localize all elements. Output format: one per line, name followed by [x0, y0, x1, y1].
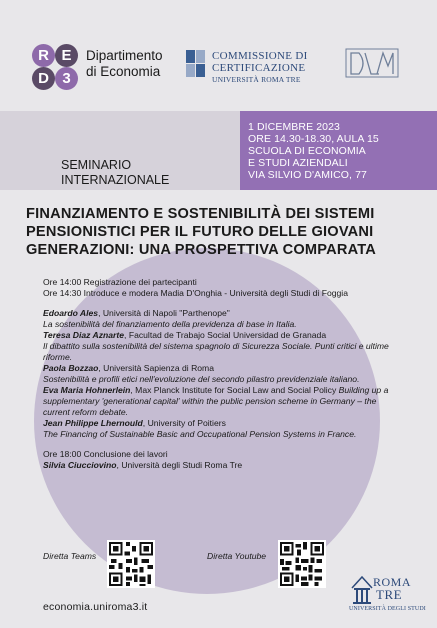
event-venue: SCUOLA DI ECONOMIA: [248, 145, 366, 157]
speaker-name: Jean Philippe Lhernould: [43, 418, 143, 428]
university-subtitle: UNIVERSITÀ DEGLI STUDI: [349, 606, 426, 612]
speaker-name: Eva Maria Hohnerlein: [43, 385, 131, 395]
program-closing: Ore 18:00 Conclusione dei lavori: [43, 449, 168, 459]
commission-name: [212, 50, 308, 86]
speaker-entry: [43, 363, 393, 374]
speaker-entry: [43, 308, 393, 319]
speaker-affiliation: , Università di Napoli "Parthenope": [98, 308, 230, 318]
event-details: [248, 121, 379, 181]
title-line: FINANZIAMENTO E SOSTENIBILITÀ DEI SISTEMI: [26, 206, 375, 222]
closing-speaker: [43, 460, 393, 471]
commission-line: CERTIFICAZIONE: [212, 62, 306, 74]
event-time-room: ORE 14.30-18.30, AULA 15: [248, 133, 379, 145]
speaker-affiliation: , Università degli Studi Roma Tre: [116, 460, 243, 470]
speaker-entry: [43, 330, 393, 341]
speaker-name: Teresa Diaz Aznarte: [43, 330, 125, 340]
speaker-affiliation: , Università Sapienza di Roma: [98, 363, 214, 373]
speaker-entry: [43, 385, 393, 418]
commission-line: UNIVERSITÀ ROMA TRE: [212, 75, 301, 84]
event-venue: E STUDI AZIENDALI: [248, 157, 348, 169]
youtube-label: Diretta Youtube: [207, 551, 267, 561]
program-introduction: Ore 14:30 Introduce e modera Madia D'Onghia - Università degli Studi di Foggia: [43, 288, 348, 298]
commission-logo-icon: [186, 50, 206, 78]
red3-logo: [32, 44, 78, 90]
speaker-entry: [43, 418, 393, 429]
event-address: VIA SILVIO D'AMICO, 77: [248, 169, 367, 181]
youtube-qr-code[interactable]: [278, 540, 326, 588]
speaker-name: Paola Bozzao: [43, 363, 99, 373]
logo-letter: D: [32, 67, 55, 90]
seminar-label: [61, 158, 169, 188]
commission-line: COMMISSIONE DI: [212, 50, 308, 62]
program: [43, 277, 393, 471]
speaker-name: Silvia Ciucciovino: [43, 460, 117, 470]
title-line: PENSIONISTICI PER IL FUTURO DELLE GIOVANI: [26, 224, 374, 240]
university-name-tre: TRE: [376, 587, 403, 602]
event-date: 1 DICEMBRE 2023: [248, 121, 340, 133]
logo-letter: R: [32, 44, 55, 67]
department-line: di Economia: [86, 64, 161, 79]
teams-qr-code[interactable]: [107, 540, 155, 588]
title-line: GENERAZIONI: UNA PROSPETTIVA COMPARATA: [26, 242, 377, 258]
speaker-affiliation: , Max Planck Institute for Social Law and Social Policy: [130, 385, 339, 395]
seminar-line: SEMINARIO: [61, 158, 132, 172]
logo-letter: 3: [55, 67, 78, 90]
website-link[interactable]: economia.uniroma3.it: [43, 601, 148, 613]
talk-title: Building up a supplementary 'generational capital' within the public pension scheme in Germany – the current reform debate.: [43, 385, 389, 417]
program-registration: Ore 14:00 Registrazione dei partecipanti: [43, 277, 197, 287]
speaker-name: Edoardo Ales: [43, 308, 99, 318]
seminar-title: [26, 205, 426, 259]
talk-title: Sostenibilità e profili etici nell'evoluzione del secondo pilastro previdenziale italiano.: [43, 374, 360, 384]
department-name: [86, 48, 163, 80]
talk-title: Il dibattito sulla sostenibilità del sistema spagnolo di Sicurezza Sociale. Punti critici e ultime riforme.: [43, 341, 389, 362]
university-name-roma: ROMA: [373, 575, 412, 589]
partner-logo-icon: [345, 48, 399, 78]
talk-title: The Financing of Sustainable Basic and Occupational Pension Systems in France.: [43, 429, 357, 439]
talk-title: La sostenibilità del finanziamento della previdenza di base in Italia.: [43, 319, 297, 329]
speaker-affiliation: , Facultad de Trabajo Social Universidad de Granada: [124, 330, 327, 340]
speaker-affiliation: , University of Poitiers: [142, 418, 226, 428]
teams-label: Diretta Teams: [43, 551, 97, 561]
department-line: Dipartimento: [86, 48, 163, 63]
logo-letter: E: [55, 44, 78, 67]
seminar-line: INTERNAZIONALE: [61, 173, 170, 187]
